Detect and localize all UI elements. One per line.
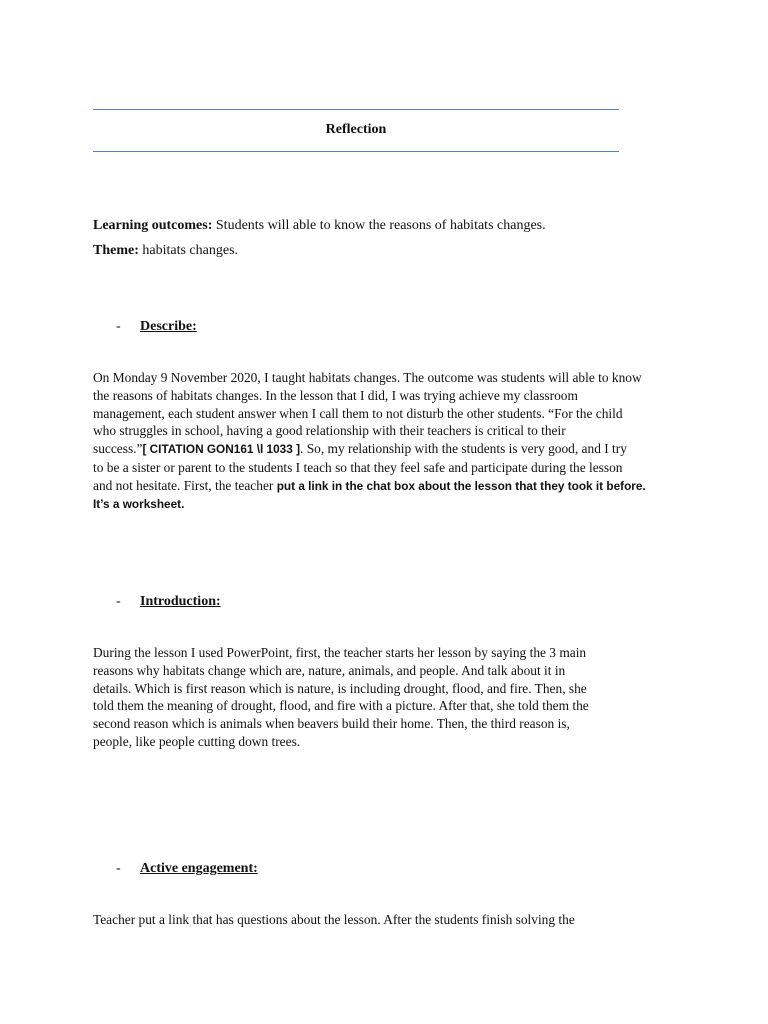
describe-line: to be a sister or parent to the students I teach so that they feel safe and participate during the lesson xyxy=(93,459,623,475)
describe-paragraph xyxy=(93,369,683,513)
describe-heading: Describe: xyxy=(140,319,197,334)
bullet-dash: - xyxy=(116,861,121,876)
learning-outcomes-label: Learning outcomes: xyxy=(93,218,213,233)
introduction-line: people, like people cutting down trees. xyxy=(93,733,301,749)
introduction-line: second reason which is animals when beavers build their home. Then, the third reason is, xyxy=(93,716,570,732)
bullet-dash: - xyxy=(116,319,121,334)
describe-line-end: . So, my relationship with the students is very good, and I try xyxy=(300,441,627,457)
describe-line xyxy=(93,440,683,459)
describe-line: management, each student answer when I call them to not disturb the other students. “For the child xyxy=(93,405,623,421)
section-introduction-heading xyxy=(116,592,221,612)
introduction-line: reasons why habitats change which are, nature, animals, and people. And talk about it in xyxy=(93,662,566,678)
theme xyxy=(93,241,238,261)
learning-outcomes-text: Students will able to know the reasons of habitats changes. xyxy=(212,218,546,233)
header-top-rule xyxy=(93,109,619,110)
active-engagement-line: Teacher put a link that has questions about the lesson. After the students finish solving the xyxy=(93,912,575,927)
introduction-paragraph xyxy=(93,644,683,751)
introduction-heading: Introduction: xyxy=(140,594,221,609)
learning-outcomes xyxy=(93,216,546,236)
describe-line: who struggles in school, having a good relationship with their teachers is critical to their xyxy=(93,423,566,439)
active-engagement-heading: Active engagement: xyxy=(140,861,258,876)
describe-line xyxy=(93,477,683,496)
introduction-line: During the lesson I used PowerPoint, first, the teacher starts her lesson by saying the 3 main xyxy=(93,645,587,660)
describe-line: the reasons of habitats changes. In the lesson that I did, I was trying achieve my classroom xyxy=(93,387,578,403)
introduction-line: details. Which is first reason which is nature, is including drought, flood, and fire. Then, she xyxy=(93,680,587,696)
introduction-line: told them the meaning of drought, flood, and fire with a picture. After that, she told them the xyxy=(93,698,589,714)
describe-line-start: success.” xyxy=(93,441,143,457)
describe-bold-line: It’s a worksheet. xyxy=(93,496,185,511)
theme-label: Theme: xyxy=(93,243,139,258)
theme-text: habitats changes. xyxy=(138,243,239,258)
bullet-dash: - xyxy=(116,594,121,609)
describe-line: On Monday 9 November 2020, I taught habitats changes. The outcome was students will able to know xyxy=(93,370,642,385)
page-title: Reflection xyxy=(325,122,387,137)
active-engagement-paragraph xyxy=(93,911,683,929)
header-bottom-rule xyxy=(93,151,619,152)
section-describe-heading xyxy=(116,317,197,337)
citation-field: [ CITATION GON161 \l 1033 ] xyxy=(142,442,300,457)
section-active-engagement-heading xyxy=(116,859,258,879)
describe-bold-text: put a link in the chat box about the lesson that they took it before. xyxy=(276,478,646,493)
describe-line-start: and not hesitate. First, the teacher xyxy=(93,477,277,493)
